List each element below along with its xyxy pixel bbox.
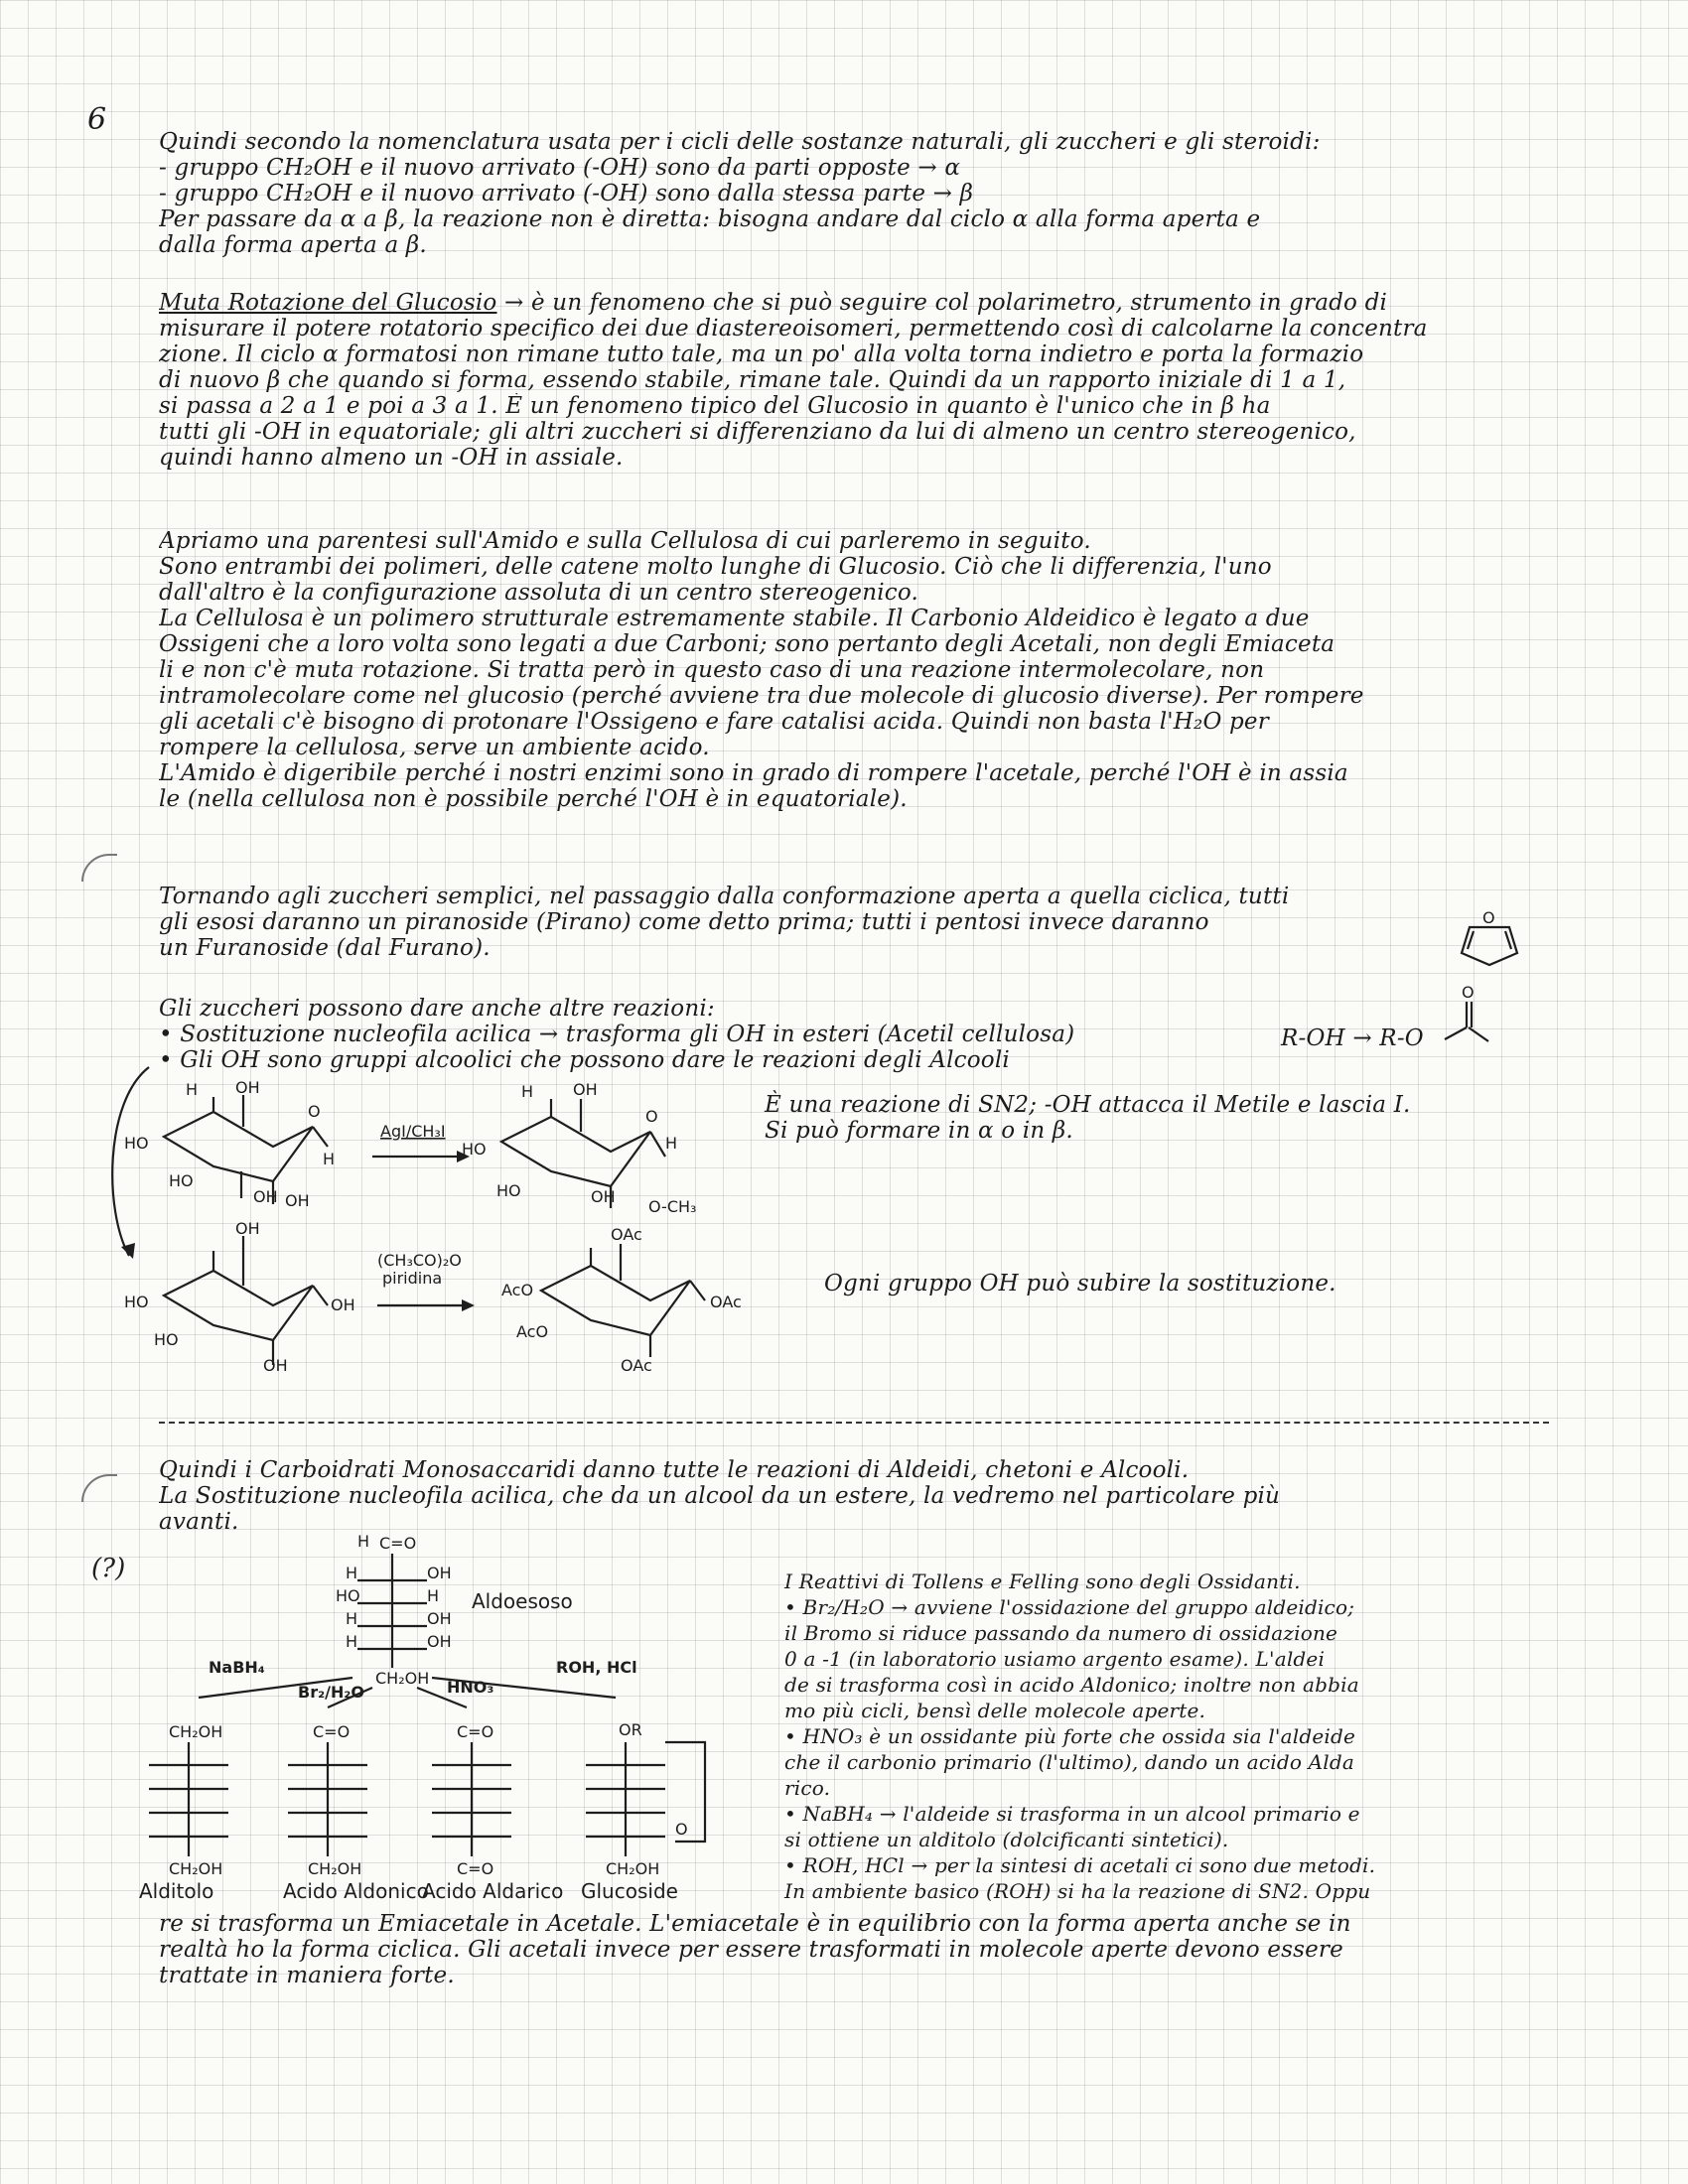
- sn2-note: [765, 1092, 1579, 1144]
- text-line: li e non c'è muta rotazione. Si tratta però in questo caso di una reazione intermolecolare, non: [159, 657, 1265, 683]
- label-oh: OH: [427, 1609, 452, 1628]
- label-aco: AcO: [516, 1322, 549, 1341]
- label-ho: HO: [154, 1330, 179, 1349]
- label-ch2oh: CH₂OH: [308, 1859, 362, 1878]
- label-ho: HO: [169, 1171, 194, 1190]
- text-line: • HNO₃ è un ossidante più forte che ossida sia l'aldeide: [784, 1724, 1356, 1748]
- muta-first-line: → è un fenomeno che si può seguire col polarimetro, strumento in grado di: [496, 290, 1388, 316]
- reagent-agi: AgI/CH₃I: [380, 1122, 446, 1141]
- reagent-roh-hcl: ROH, HCl: [556, 1658, 637, 1677]
- paragraph-acetali-final: [159, 1911, 1609, 1988]
- text-line: - gruppo CH₂OH e il nuovo arrivato (-OH) sono da parti opposte → α: [159, 155, 961, 181]
- label-oh: OH: [235, 1219, 260, 1238]
- text-line: zione. Il ciclo α formatosi non rimane tutto tale, ma un po' alla volta torna indietro e porta la formazio: [159, 341, 1364, 367]
- label-aco: AcO: [501, 1281, 534, 1299]
- text-line: La Sostituzione nucleofila acilica, che da un alcool da un estere, la vedremo nel particolare più: [159, 1483, 1281, 1509]
- label-o: O: [645, 1107, 658, 1126]
- acetylation-scheme: [124, 1219, 770, 1375]
- alditolo-structure: [149, 1722, 228, 1878]
- text-line: 0 a -1 (in laboratorio usiamo argento esame). L'aldei: [784, 1647, 1326, 1671]
- text-line: si passa a 2 a 1 e poi a 3 a 1. È un fenomeno tipico del Glucosio in quanto è l'unico che in β ha: [159, 393, 1271, 419]
- glucoside-structure: [586, 1720, 705, 1878]
- label-oac: OAc: [621, 1356, 652, 1375]
- text-line: misurare il potere rotatorio specifico dei due diastereoisomeri, permettendo così di calcolarne la concentra: [159, 316, 1428, 341]
- text-line: quindi hanno almeno un -OH in assiale.: [159, 445, 624, 471]
- label-oh: OH: [253, 1187, 278, 1206]
- text-line: • ROH, HCl → per la sintesi di acetali ci sono due metodi.: [784, 1853, 1376, 1877]
- binder-notch: [81, 854, 117, 882]
- reagent-hno3: HNO₃: [447, 1678, 494, 1697]
- text-line: realtà ho la forma ciclica. Gli acetali invece per essere trasformati in molecole aperte devono essere: [159, 1937, 1343, 1963]
- text-line: re si trasforma un Emiacetale in Acetale. L'emiacetale è in equilibrio con la forma aperta anche se in: [159, 1911, 1351, 1937]
- text-line: È una reazione di SN2; -OH attacca il Metile e lascia I.: [765, 1092, 1411, 1118]
- label-oac: OAc: [710, 1293, 742, 1311]
- text-line: Gli zuccheri possono dare anche altre reazioni:: [159, 996, 715, 1022]
- carbonyl-o-label: O: [1462, 983, 1475, 1002]
- label-ch2oh: CH₂OH: [375, 1669, 430, 1688]
- text-line: di nuovo β che quando si forma, essendo stabile, rimane tale. Quindi da un rapporto iniziale di 1 a 1,: [159, 367, 1346, 393]
- label-h: H: [346, 1564, 358, 1582]
- label-or: OR: [619, 1720, 642, 1739]
- text-line: avanti.: [159, 1509, 239, 1535]
- reagent-piridina: piridina: [382, 1269, 443, 1288]
- reaction-notes: [784, 1569, 1579, 1904]
- text-line: un Furanoside (dal Furano).: [159, 935, 491, 961]
- text-line: In ambiente basico (ROH) si ha la reazione di SN2. Oppu: [784, 1879, 1371, 1903]
- text-line: • Gli OH sono gruppi alcoolici che possono dare le reazioni degli Alcooli: [159, 1047, 1010, 1073]
- label-ho: HO: [462, 1140, 487, 1159]
- label-oac: OAc: [611, 1225, 642, 1244]
- label-ho: HO: [124, 1134, 149, 1153]
- label-ho: HO: [124, 1293, 149, 1311]
- aldonico-structure: [288, 1722, 367, 1878]
- text-line: rompere la cellulosa, serve un ambiente acido.: [159, 735, 710, 760]
- label-ch2oh: CH₂OH: [606, 1859, 660, 1878]
- text-line: Quindi secondo la nomenclatura usata per i cicli delle sostanze naturali, gli zuccheri e gli steroidi:: [159, 129, 1321, 155]
- reagent-nabh4: NaBH₄: [209, 1658, 265, 1677]
- label-ch2oh: CH₂OH: [169, 1722, 223, 1741]
- label-c-o: C=O: [379, 1534, 417, 1553]
- paragraph-nomenclature: [159, 129, 1609, 258]
- section-divider: [159, 1422, 1549, 1424]
- text-line: tutti gli -OH in equatoriale; gli altri zuccheri si differenziano da lui di almeno un centro stereogenico,: [159, 419, 1356, 445]
- text-line: gli esosi daranno un piranoside (Pirano) come detto prima; tutti i pentosi invece daranno: [159, 909, 1209, 935]
- ester-formula: [1281, 1025, 1424, 1051]
- label-c-o: C=O: [313, 1722, 351, 1741]
- aldoesoso-label: Aldoesoso: [472, 1589, 573, 1613]
- label-h: H: [521, 1082, 534, 1101]
- text-line: il Bromo si riduce passando da numero di ossidazione: [784, 1621, 1338, 1645]
- paragraph-other-reactions: [159, 996, 1251, 1073]
- label-oh: OH: [573, 1080, 598, 1099]
- product-alditolo: Alditolo: [139, 1879, 214, 1903]
- label-oh: OH: [427, 1564, 452, 1582]
- text-line: Apriamo una parentesi sull'Amido e sulla Cellulosa di cui parleremo in seguito.: [159, 528, 1091, 554]
- text-line: si ottiene un alditolo (dolcificanti sintetici).: [784, 1828, 1229, 1851]
- label-oh: OH: [235, 1078, 260, 1097]
- text-line: trattate in maniera forte.: [159, 1963, 455, 1988]
- paragraph-monosaccaridi: [159, 1457, 1609, 1535]
- label-och3: O-CH₃: [648, 1197, 697, 1216]
- text-line: Si può formare in α o in β.: [765, 1118, 1073, 1144]
- text-line: le (nella cellulosa non è possibile perché l'OH è in equatoriale).: [159, 786, 908, 812]
- label-oh: OH: [285, 1191, 310, 1210]
- furan-oxygen-label: O: [1482, 908, 1495, 927]
- text-line: • NaBH₄ → l'aldeide si trasforma in un alcool primario e: [784, 1802, 1360, 1826]
- acyl-group-drawing: [1445, 983, 1524, 1057]
- text-line: Tornando agli zuccheri semplici, nel passaggio dalla conformazione aperta a quella ciclica, tutti: [159, 884, 1290, 909]
- fischer-projections: [119, 1529, 755, 1946]
- binder-notch: [81, 1474, 117, 1502]
- label-oh: OH: [263, 1356, 288, 1375]
- furan-ring-drawing: [1450, 908, 1529, 973]
- product-aldonico: Acido Aldonico: [283, 1879, 429, 1903]
- paragraph-amido-cellulosa: [159, 528, 1609, 812]
- ester-formula-text: R-OH → R-O: [1281, 1025, 1424, 1051]
- substitution-note: [824, 1271, 1336, 1297]
- text-line: • Sostituzione nucleofila acilica → trasforma gli OH in esteri (Acetil cellulosa): [159, 1022, 1075, 1047]
- label-h: H: [427, 1586, 440, 1605]
- text-line: dall'altro è la configurazione assoluta di un centro stereogenico.: [159, 580, 919, 606]
- label-ho: HO: [496, 1181, 521, 1200]
- text-line: che il carbonio primario (l'ultimo), dando un acido Alda: [784, 1750, 1354, 1774]
- product-glucoside: Glucoside: [581, 1879, 678, 1903]
- text-line: Quindi i Carboidrati Monosaccaridi danno tutte le reazioni di Aldeidi, chetoni e Alcooli.: [159, 1457, 1190, 1483]
- text-line: rico.: [784, 1776, 831, 1800]
- question-mark: (?): [91, 1554, 126, 1583]
- text-line: • Br₂/H₂O → avviene l'ossidazione del gruppo aldeidico;: [784, 1595, 1355, 1619]
- paragraph-pirano-furano: [159, 884, 1450, 961]
- text-line: intramolecolare come nel glucosio (perché avviene tra due molecole di glucosio diverse). Per rompere: [159, 683, 1364, 709]
- label-c-o: C=O: [457, 1859, 494, 1878]
- label-ho: HO: [336, 1586, 360, 1605]
- label-oh: OH: [331, 1296, 355, 1314]
- reagent-br2: Br₂/H₂O: [298, 1683, 364, 1702]
- page-number: 6: [87, 102, 107, 137]
- product-aldarico: Acido Aldarico: [422, 1879, 564, 1903]
- text-line: de si trasforma così in acido Aldonico; inoltre non abbia: [784, 1673, 1359, 1697]
- label-h: H: [346, 1609, 358, 1628]
- label-c-o: C=O: [457, 1722, 494, 1741]
- label-ch2oh: CH₂OH: [169, 1859, 223, 1878]
- text-line: Sono entrambi dei polimeri, delle catene molto lunghe di Glucosio. Ciò che li differenzia, l'uno: [159, 554, 1272, 580]
- text-line: [159, 290, 1609, 316]
- text-line: - gruppo CH₂OH e il nuovo arrivato (-OH) sono dalla stessa parte → β: [159, 181, 974, 206]
- text-line: dalla forma aperta a β.: [159, 232, 427, 258]
- label-o: O: [675, 1820, 688, 1839]
- muta-heading: Muta Rotazione del Glucosio: [159, 290, 497, 316]
- label-h: H: [186, 1080, 199, 1099]
- text-line: Ossigeni che a loro volta sono legati a due Carboni; sono pertanto degli Acetali, non degli Emiaceta: [159, 631, 1336, 657]
- label-o: O: [308, 1102, 321, 1121]
- text-line: gli acetali c'è bisogno di protonare l'Ossigeno e fare catalisi acida. Quindi non basta l'H₂O per: [159, 709, 1269, 735]
- label-h: H: [346, 1632, 358, 1651]
- label-h: H: [665, 1134, 678, 1153]
- label-oh: OH: [591, 1187, 616, 1206]
- reagent-anhydride: (CH₃CO)₂O: [377, 1251, 462, 1270]
- aldarico-structure: [432, 1722, 511, 1878]
- paragraph-muta-rotazione: [159, 290, 1609, 471]
- label-oh: OH: [427, 1632, 452, 1651]
- label-h: H: [357, 1532, 370, 1551]
- text-line: mo più cicli, bensì delle molecole aperte.: [784, 1699, 1206, 1722]
- substitution-note-text: Ogni gruppo OH può subire la sostituzione.: [824, 1271, 1336, 1297]
- methylation-scheme: [124, 1078, 720, 1221]
- label-h: H: [323, 1150, 336, 1168]
- text-line: I Reattivi di Tollens e Felling sono degli Ossidanti.: [784, 1570, 1301, 1593]
- text-line: Per passare da α a β, la reazione non è diretta: bisogna andare dal ciclo α alla forma aperta e: [159, 206, 1261, 232]
- text-line: La Cellulosa è un polimero strutturale estremamente stabile. Il Carbonio Aldeidico è legato a due: [159, 606, 1310, 631]
- text-line: L'Amido è digeribile perché i nostri enzimi sono in grado di rompere l'acetale, perché l'OH è in assia: [159, 760, 1348, 786]
